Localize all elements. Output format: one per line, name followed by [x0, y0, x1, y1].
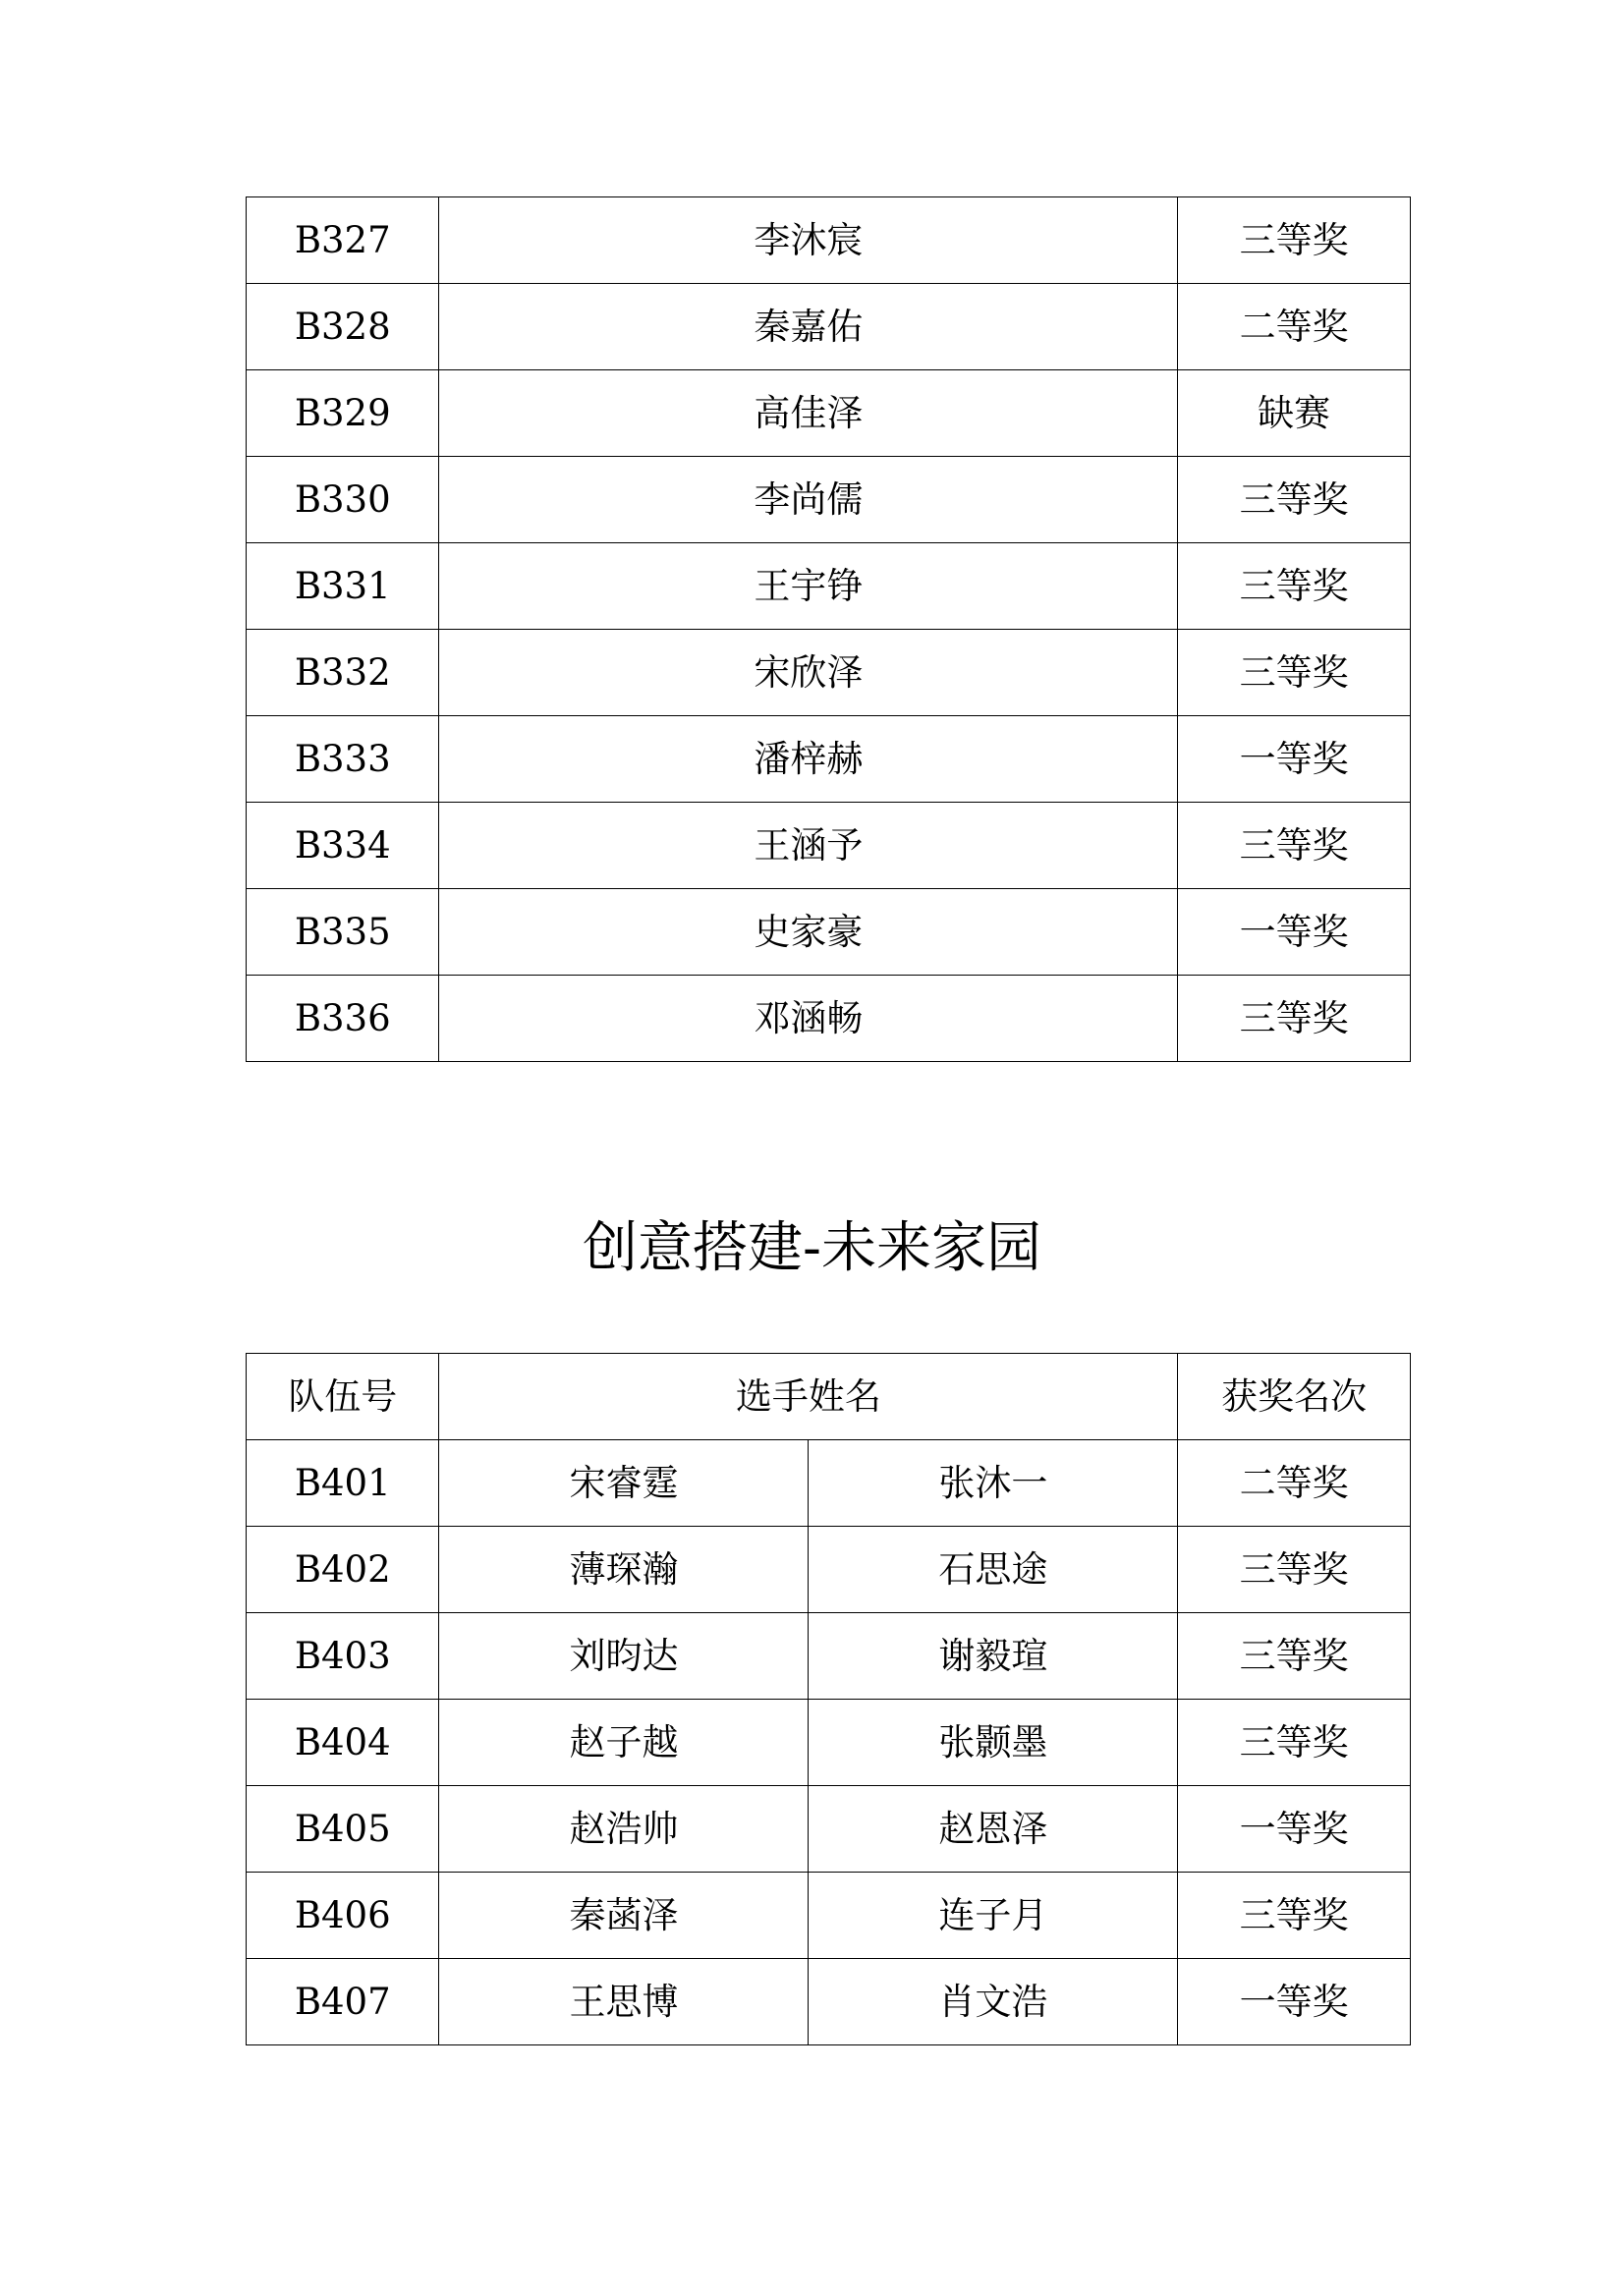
award-cell: 三等奖	[1178, 457, 1411, 543]
table-row	[247, 716, 1411, 803]
player-name-cell: 潘梓赫	[439, 716, 1178, 803]
award-cell: 一等奖	[1178, 1959, 1411, 2045]
award-cell: 二等奖	[1178, 284, 1411, 370]
player1-name-cell: 王思博	[439, 1959, 809, 2045]
player-name-cell: 王涵予	[439, 803, 1178, 889]
player2-name-cell: 张颢墨	[809, 1700, 1178, 1786]
award-cell: 三等奖	[1178, 630, 1411, 716]
team-id-cell: B402	[247, 1527, 439, 1613]
award-cell: 三等奖	[1178, 197, 1411, 284]
player-name-cell: 李沐宸	[439, 197, 1178, 284]
player2-name-cell: 石思途	[809, 1527, 1178, 1613]
section-title: 创意搭建-未来家园	[583, 1216, 1041, 1280]
header-row	[247, 1354, 1411, 1440]
team-id-cell: B333	[247, 716, 439, 803]
table-row	[247, 457, 1411, 543]
award-cell: 三等奖	[1178, 1873, 1411, 1959]
table-row	[247, 197, 1411, 284]
table-row	[247, 1527, 1411, 1613]
team-id-cell: B334	[247, 803, 439, 889]
player-name-cell: 王宇铮	[439, 543, 1178, 630]
team-id-cell: B407	[247, 1959, 439, 2045]
award-cell: 缺赛	[1178, 370, 1411, 457]
award-cell: 三等奖	[1178, 803, 1411, 889]
player2-name-cell: 肖文浩	[809, 1959, 1178, 2045]
player1-name-cell: 刘昀达	[439, 1613, 809, 1700]
player1-name-cell: 赵浩帅	[439, 1786, 809, 1873]
award-cell: 三等奖	[1178, 1527, 1411, 1613]
team-id-cell: B329	[247, 370, 439, 457]
player-name-cell: 李尚儒	[439, 457, 1178, 543]
team-id-cell: B330	[247, 457, 439, 543]
award-cell: 三等奖	[1178, 543, 1411, 630]
award-cell: 三等奖	[1178, 976, 1411, 1062]
player-name-cell: 史家豪	[439, 889, 1178, 976]
table-row	[247, 1613, 1411, 1700]
team-id-cell: B331	[247, 543, 439, 630]
table-row	[247, 1700, 1411, 1786]
player-name-cell: 宋欣泽	[439, 630, 1178, 716]
header-player-names: 选手姓名	[439, 1354, 1178, 1440]
award-cell: 三等奖	[1178, 1613, 1411, 1700]
results-table-future-home	[246, 1353, 1411, 2045]
player2-name-cell: 张沐一	[809, 1440, 1178, 1527]
team-id-cell: B405	[247, 1786, 439, 1873]
table-row	[247, 889, 1411, 976]
player2-name-cell: 谢毅瑄	[809, 1613, 1178, 1700]
player-name-cell: 邓涵畅	[439, 976, 1178, 1062]
header-team-id: 队伍号	[247, 1354, 439, 1440]
player1-name-cell: 宋睿霆	[439, 1440, 809, 1527]
team-id-cell: B327	[247, 197, 439, 284]
player-name-cell: 高佳泽	[439, 370, 1178, 457]
award-cell: 一等奖	[1178, 889, 1411, 976]
team-id-cell: B403	[247, 1613, 439, 1700]
award-cell: 一等奖	[1178, 1786, 1411, 1873]
team-id-cell: B406	[247, 1873, 439, 1959]
table-row	[247, 1959, 1411, 2045]
results-table-continued	[246, 196, 1411, 1062]
table-row	[247, 370, 1411, 457]
player-name-cell: 秦嘉佑	[439, 284, 1178, 370]
award-cell: 一等奖	[1178, 716, 1411, 803]
table-row	[247, 543, 1411, 630]
team-id-cell: B336	[247, 976, 439, 1062]
team-id-cell: B328	[247, 284, 439, 370]
player2-name-cell: 赵恩泽	[809, 1786, 1178, 1873]
table-row	[247, 284, 1411, 370]
player1-name-cell: 赵子越	[439, 1700, 809, 1786]
table-row	[247, 976, 1411, 1062]
player1-name-cell: 薄琛瀚	[439, 1527, 809, 1613]
award-cell: 二等奖	[1178, 1440, 1411, 1527]
team-id-cell: B332	[247, 630, 439, 716]
table-row	[247, 1873, 1411, 1959]
player2-name-cell: 连子月	[809, 1873, 1178, 1959]
table-row	[247, 803, 1411, 889]
table-row	[247, 1786, 1411, 1873]
header-award: 获奖名次	[1178, 1354, 1411, 1440]
team-id-cell: B404	[247, 1700, 439, 1786]
award-cell: 三等奖	[1178, 1700, 1411, 1786]
table-row	[247, 1440, 1411, 1527]
team-id-cell: B335	[247, 889, 439, 976]
team-id-cell: B401	[247, 1440, 439, 1527]
table-row	[247, 630, 1411, 716]
player1-name-cell: 秦菡泽	[439, 1873, 809, 1959]
